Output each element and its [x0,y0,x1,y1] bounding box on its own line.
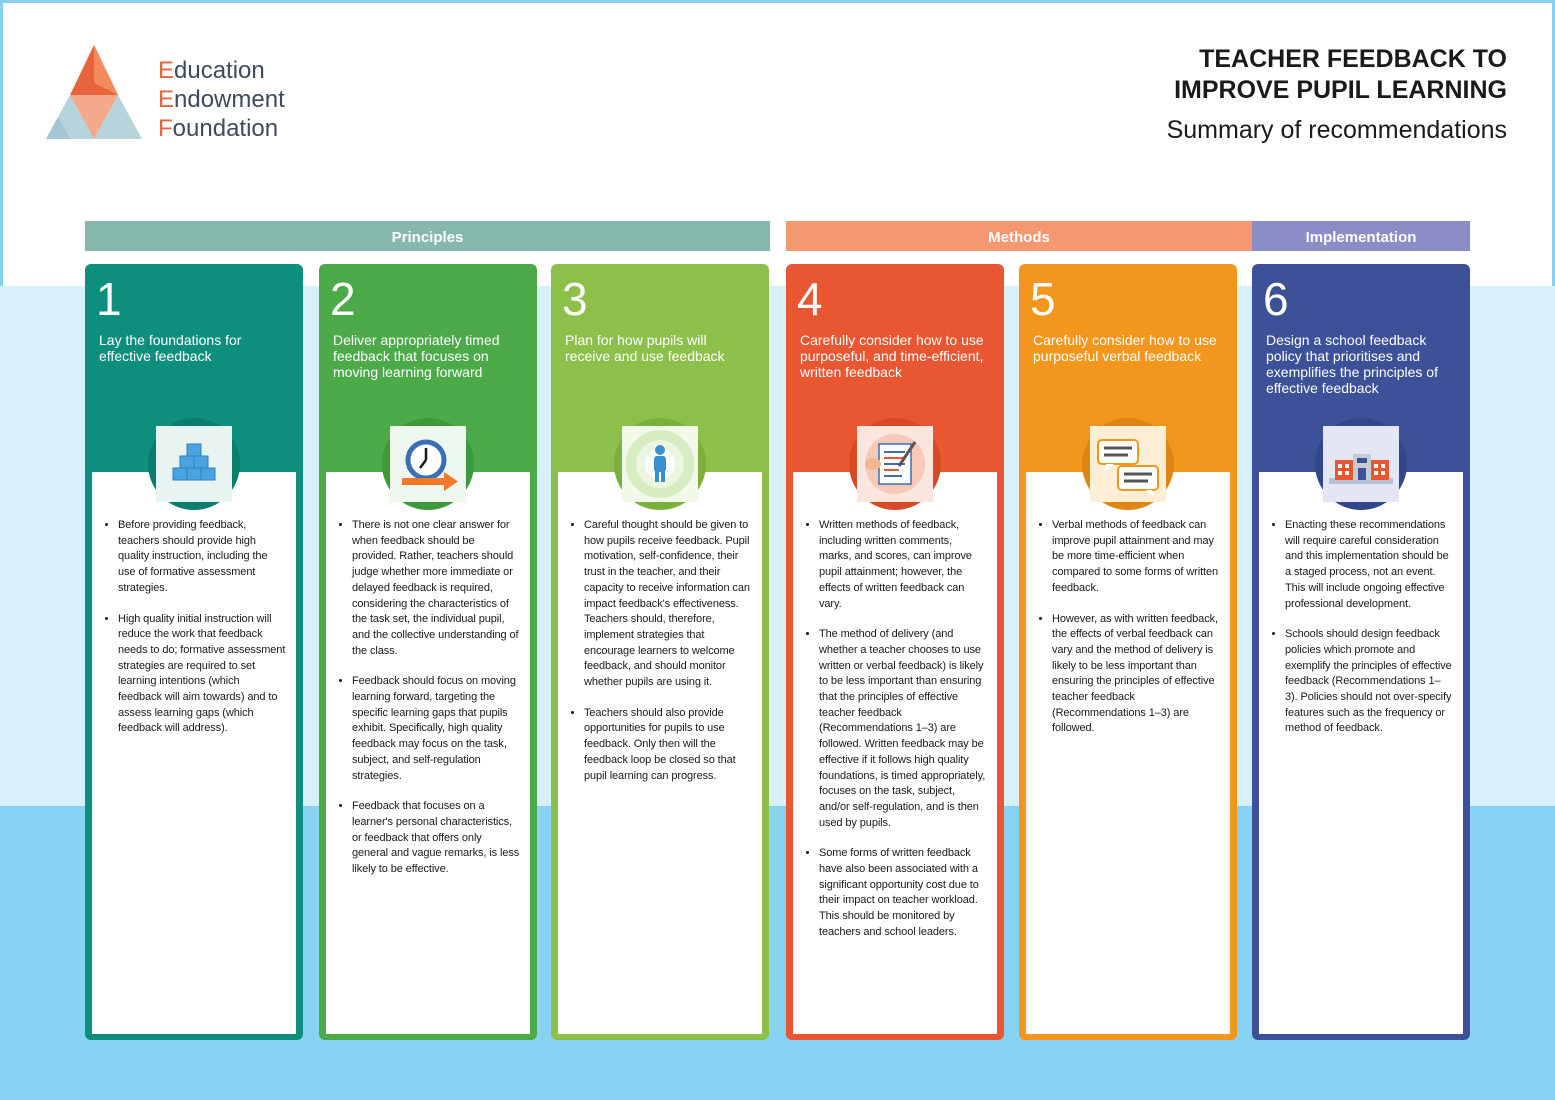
card-number: 1 [96,273,122,325]
card-heading: Plan for how pupils will receive and use feedback [565,332,725,364]
card-number: 3 [562,273,588,325]
blocks-icon [148,418,240,510]
card-number: 5 [1030,273,1056,325]
eef-logo-icon [46,45,142,139]
card-body [92,472,296,1034]
card-number: 6 [1263,273,1289,325]
card-bullet: • Some forms of written feedback have also been associated with a significant opportunity cost due to their impact on teacher workload. This should be monitored by teachers and school leaders. [819,846,987,940]
card-bullet: • Feedback that focuses on a learner's personal characteristics, or feedback that offers only general and vague remarks, is less likely to be effective. [352,799,520,878]
clock-arrow-icon [382,418,474,510]
card-bullet: • However, as with written feedback, the effects of verbal feedback can vary and the method of delivery is likely to be less important than ensuring the principles of effective teacher feedback (Recommendations 1–3) are followed. [1052,612,1220,738]
card-bullet: • Schools should design feedback policies which promote and exemplify the principles of effective feedback (Recommendations 1–3). Policies should not over-specify features such as the frequency or method of feedback. [1285,627,1453,737]
school-building-icon [1315,418,1407,510]
card-body [558,472,762,1034]
card-bullet: • Verbal methods of feedback can improve pupil attainment and may be more time-efficient when compared to some forms of written feedback. [1052,518,1220,597]
recommendation-card-3 [551,264,769,1040]
recommendation-card-6 [1252,264,1470,1040]
card-heading: Carefully consider how to use purposeful, and time-efficient, written feedback [800,332,984,380]
section-methods: Methods [786,221,1252,251]
card-heading: Lay the foundations for effective feedback [99,332,242,364]
recommendation-card-5 [1019,264,1237,1040]
card-body [326,472,530,1034]
page-title: TEACHER FEEDBACK TO IMPROVE PUPIL LEARNING [1174,45,1507,104]
card-bullet: • Before providing feedback, teachers should provide high quality instruction, including the use of formative assessment strategies. [118,518,286,597]
card-bullet: • Feedback should focus on moving learning forward, targeting the specific learning gaps that pupils exhibit. Specifically, high quality feedback may focus on the task, subject, and self-regulation strategies. [352,674,520,784]
card-bullet: • Teachers should also provide opportunities for pupils to use feedback. Only then will the feedback loop be closed so that pupil learning can progress. [584,706,752,785]
card-heading: Carefully consider how to use purposeful verbal feedback [1033,332,1217,364]
recommendation-card-4 [786,264,1004,1040]
recommendation-card-2 [319,264,537,1040]
card-bullet: • Careful thought should be given to how pupils receive feedback. Pupil motivation, self-confidence, their trust in the teacher, and their capacity to receive information can impact feedback's effectiveness. Teachers should, therefore, implement strategies that encourage learners to welcome feedback, and should monitor whether pupils are using it. [584,518,752,691]
card-number: 4 [797,273,823,325]
speech-bubbles-icon [1082,418,1174,510]
card-bullet: • There is not one clear answer for when feedback should be provided. Rather, teachers should judge whether more immediate or delayed feedback is required, considering the characteristics of the task set, the individual pupil, and the collective understanding of the class. [352,518,520,659]
written-document-icon [849,418,941,510]
card-bullet: • The method of delivery (and whether a teacher chooses to use written or verbal feedback) is likely to be less important than ensuring that the principles of effective teacher feedback (Recommendations 1–3) are followed. Written feedback may be effective if it follows high quality foundations, is timed appropriately, focuses on the task, subject, and/or self-regulation, and is then used by pupils. [819,627,987,831]
card-body [1259,472,1463,1034]
recommendation-card-1 [85,264,303,1040]
card-body [1026,472,1230,1034]
card-bullet: • Written methods of feedback, including written comments, marks, and scores, can improve pupil attainment; however, the effects of written feedback can vary. [819,518,987,612]
card-bullet: • High quality initial instruction will reduce the work that feedback needs to do; formative assessment strategies are required to set learning intentions (which feedback will aim towards) and to assess learning gaps (which feedback will address). [118,612,286,738]
card-heading: Deliver appropriately timed feedback that focuses on moving learning forward [333,332,500,380]
page-subtitle: Summary of recommendations [1166,116,1507,144]
section-principles: Principles [85,221,770,251]
section-implementation: Implementation [1252,221,1470,251]
card-number: 2 [330,273,356,325]
card-heading: Design a school feedback policy that prioritises and exemplifies the principles of effective feedback [1266,332,1438,396]
eef-logo-text: Education Endowment Foundation [158,57,285,142]
card-bullet: • Enacting these recommendations will require careful consideration and this implementation should be a staged process, not an event. This will include ongoing effective professional development. [1285,518,1453,612]
card-body [793,472,997,1034]
person-glow-icon [614,418,706,510]
